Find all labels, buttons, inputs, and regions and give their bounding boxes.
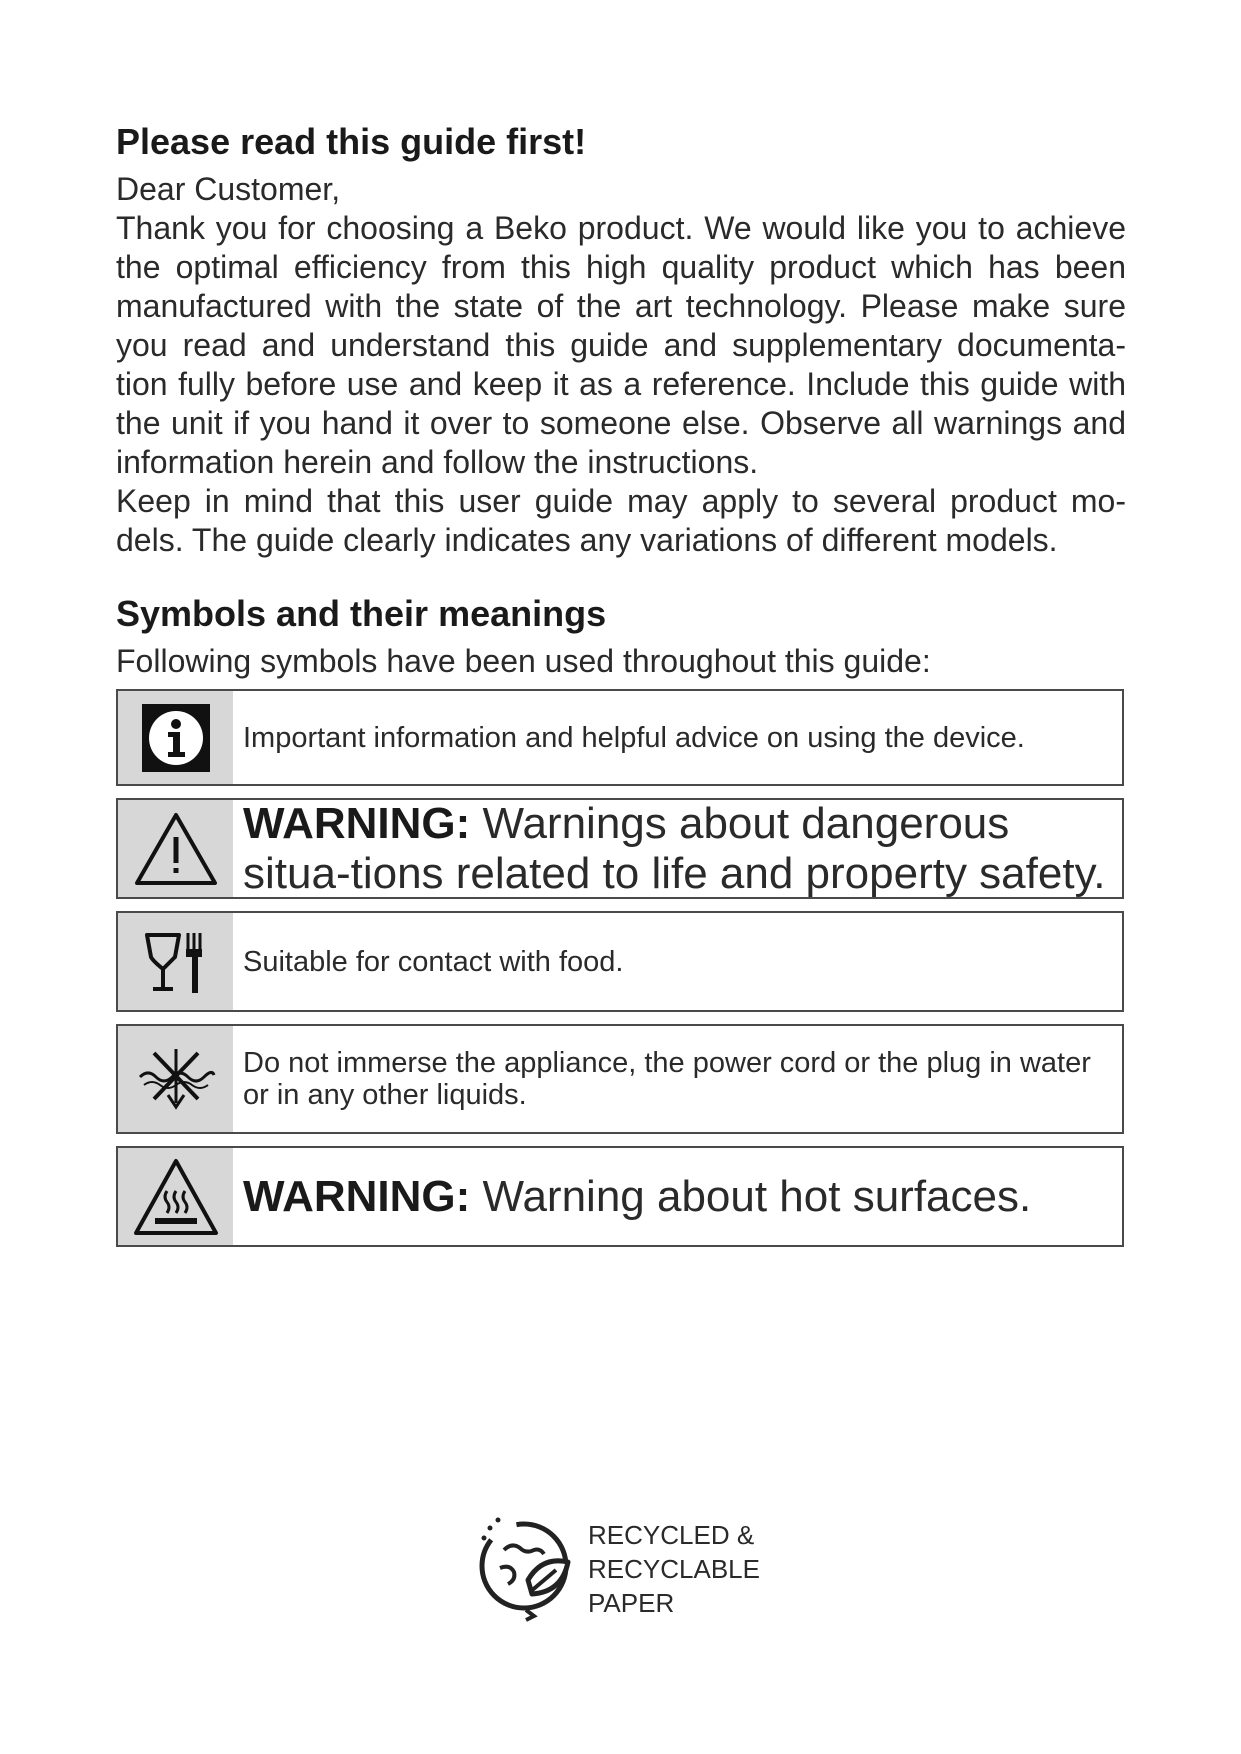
symbol-info-text: Important information and helpful advice on using the device. [243, 721, 1025, 754]
info-icon [118, 691, 233, 784]
hot-warning-label: WARNING: [243, 1171, 471, 1221]
recycled-line-2: RECYCLABLE [588, 1553, 760, 1584]
intro-section [116, 170, 1126, 560]
models-paragraph: Keep in mind that this user guide may apply to several product mo-dels. The guide clearly indicates any variations of different models. [116, 483, 1126, 558]
symbol-row-hot-surface [116, 1146, 1124, 1247]
symbol-row-info [116, 689, 1124, 786]
symbol-hot-surface-text [233, 1148, 1122, 1245]
recycled-line-1: RECYCLED & [588, 1519, 755, 1550]
no-immerse-icon [118, 1026, 233, 1132]
intro-paragraph: Thank you for choosing a Beko product. We would like you to achieve the optimal efficiency from this high quality product which has been manufactured with the state of the art technology. Please make sure you read and understand this guide and supplementary documenta-tion fully before use and keep it as a reference. Include this guide with the unit if you hand it over to someone else. Observe all warnings and information herein and follow the instructions. [116, 210, 1126, 480]
greeting: Dear Customer, [116, 171, 341, 207]
hot-warning-description: Warning about hot surfaces. [482, 1171, 1032, 1221]
symbol-food-text: Suitable for contact with food. [243, 945, 624, 978]
symbols-heading: Symbols and their meanings [116, 593, 607, 634]
symbol-no-immerse-text: Do not immerse the appliance, the power cord or the plug in water or in any other liquids. [243, 1047, 1091, 1111]
recycled-paper-badge [476, 1510, 760, 1627]
warning-label: WARNING: [243, 798, 471, 848]
warning-triangle-icon [118, 800, 233, 897]
recycled-paper-icon [476, 1510, 576, 1627]
recycled-paper-label [588, 1518, 760, 1620]
hot-surface-icon [118, 1148, 233, 1245]
symbol-row-warning [116, 798, 1124, 899]
food-contact-icon [118, 913, 233, 1010]
page-title: Please read this guide first! [116, 121, 587, 162]
manual-page [116, 120, 1126, 1259]
warning-description: Warnings about dangerous situa-tions related to life and property safety. [243, 798, 1106, 898]
recycled-line-3: PAPER [588, 1587, 675, 1618]
symbols-lead: Following symbols have been used throughout this guide: [116, 643, 931, 679]
symbol-row-food [116, 911, 1124, 1012]
symbol-warning-text [233, 800, 1122, 897]
symbols-section [116, 592, 1126, 1247]
symbol-row-no-immerse [116, 1024, 1124, 1134]
